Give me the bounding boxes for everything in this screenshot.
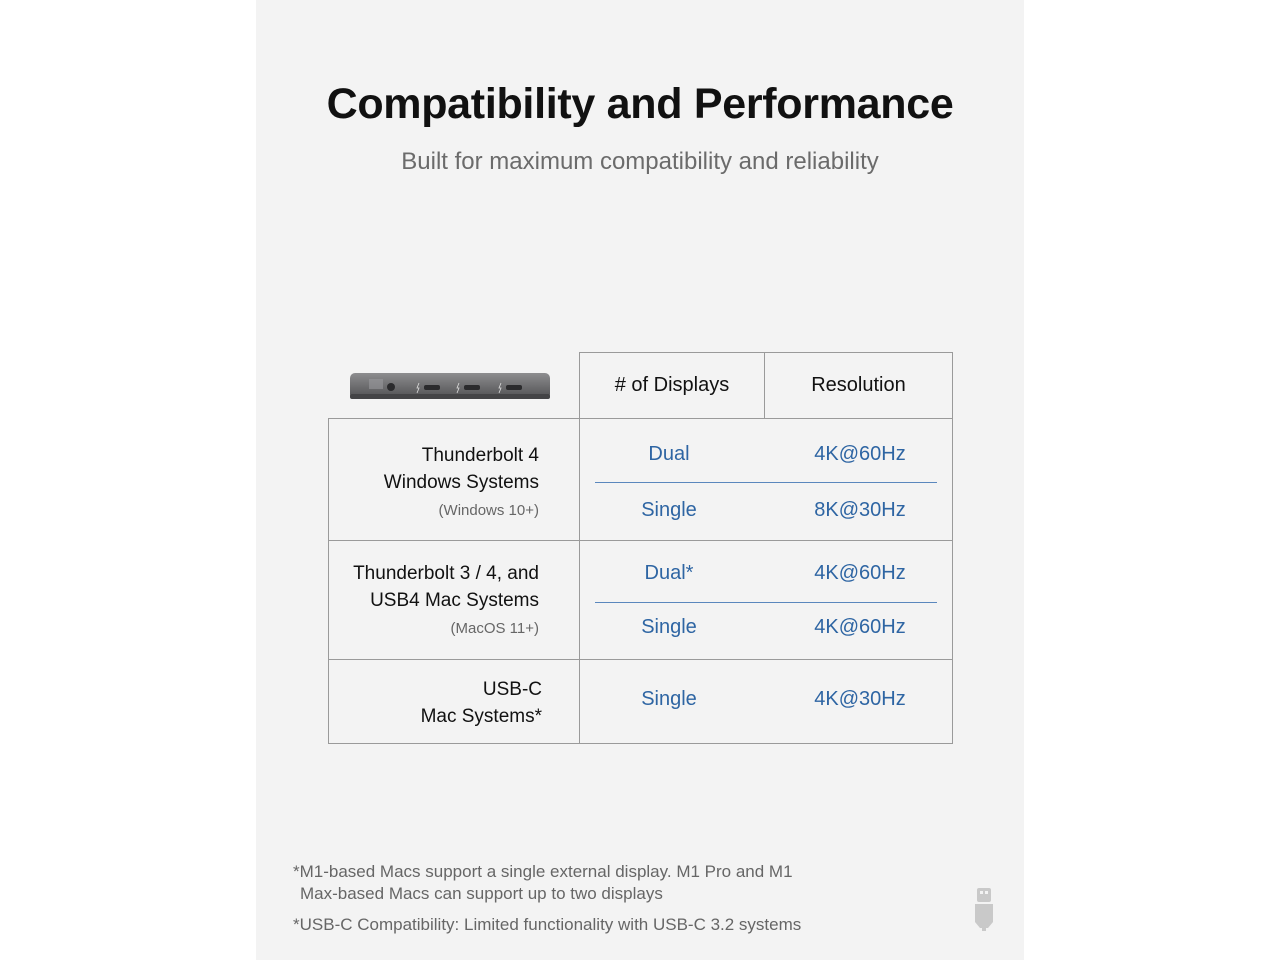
cell-resolution: 8K@30Hz bbox=[814, 499, 906, 521]
cell-displays: Dual bbox=[648, 443, 690, 465]
col-header-resolution: Resolution bbox=[811, 374, 906, 396]
footnote-usbc: *USB-C Compatibility: Limited functionality with USB-C 3.2 systems bbox=[293, 915, 802, 934]
col-header-displays: # of Displays bbox=[614, 374, 730, 396]
cell-displays: Single bbox=[641, 499, 697, 521]
row-divider bbox=[595, 602, 937, 603]
cell-resolution: 4K@60Hz bbox=[814, 562, 906, 584]
cell-displays: Dual* bbox=[644, 562, 694, 584]
footnote-m1: *M1-based Macs support a single external display. M1 Pro and M1 Max-based Macs can support up to two displays bbox=[293, 862, 793, 903]
row-divider bbox=[595, 482, 937, 483]
row-label-windows: Thunderbolt 4 Windows Systems (Windows 10+) bbox=[383, 445, 539, 519]
cell-resolution: 4K@60Hz bbox=[814, 616, 906, 638]
page-subtitle: Built for maximum compatibility and reliability bbox=[401, 148, 879, 175]
cell-resolution: 4K@60Hz bbox=[814, 443, 906, 465]
cell-displays: Single bbox=[641, 616, 697, 638]
brand-logo-icon bbox=[974, 886, 994, 932]
dock-device-image bbox=[349, 372, 551, 400]
row-label-mac: Thunderbolt 3 / 4, and USB4 Mac Systems (MacOS 11+) bbox=[353, 563, 539, 637]
row-label-usbc: USB-C Mac Systems* bbox=[420, 679, 542, 727]
cell-displays: Single bbox=[641, 688, 697, 710]
page-title: Compatibility and Performance bbox=[326, 80, 954, 128]
cell-resolution: 4K@30Hz bbox=[814, 688, 906, 710]
content-panel bbox=[256, 0, 1024, 960]
